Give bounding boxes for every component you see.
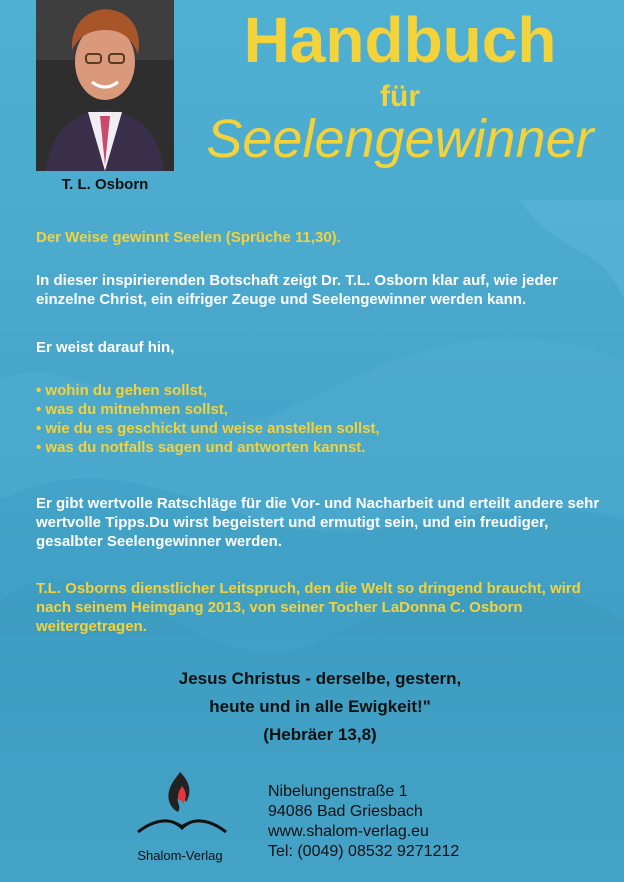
address-street: Nibelungenstraße 1 <box>268 783 408 800</box>
address-city: 94086 Bad Griesbach <box>268 803 423 820</box>
author-caption: T. L. Osborn <box>61 176 149 193</box>
description-paragraph-2: Er gibt wertvolle Ratschläge für die Vor- und Nacharbeit und erteilt andere sehr wertvolle Tipps.Du wirst begeistert und ermutigt sein, und ein freudiger, gesalbter Seelengewinner werden. <box>36 495 600 550</box>
book-subtitle: Seelengewinner <box>206 109 594 169</box>
bullet-item: • wie du es geschickt und weise anstellen sollst, <box>36 420 380 437</box>
publisher-address <box>268 782 608 862</box>
intro-verse: Der Weise gewinnt Seelen (Sprüche 11,30). <box>36 229 341 246</box>
book-title-connector: für <box>380 80 420 113</box>
description-lead-in: Er weist darauf hin, <box>36 339 175 356</box>
description-paragraph-3: T.L. Osborns dienstlicher Leitspruch, den die Welt so dringend braucht, wird nach seinem Heimgang 2013, von seiner Tocher LaDonna C. Osborn weitergetragen. <box>36 580 581 635</box>
bullet-list <box>36 381 606 457</box>
quote-reference: (Hebräer 13,8) <box>263 725 377 744</box>
publisher-website: www.shalom-verlag.eu <box>268 823 429 840</box>
flame-logo-icon <box>168 772 189 812</box>
author-photo <box>36 0 174 171</box>
bullet-item: • wohin du gehen sollst, <box>36 382 208 399</box>
bullet-item: • was du notfalls sagen und antworten kannst. <box>36 439 366 456</box>
quote-line-2: heute und in alle Ewigkeit!" <box>209 697 431 716</box>
book-title: Handbuch <box>243 4 557 76</box>
bullet-item: • was du mitnehmen sollst, <box>36 401 228 418</box>
publisher-phone: Tel: (0049) 08532 9271212 <box>268 843 460 860</box>
publisher-name: Shalom-Verlag <box>137 848 223 863</box>
description-paragraph-1: In dieser inspirierenden Botschaft zeigt Dr. T.L. Osborn klar auf, wie jeder einzelne Christ, ein eifriger Zeuge und Seelengewinner werden kann. <box>36 272 558 308</box>
publisher-logo <box>132 768 232 838</box>
quote-line-1: Jesus Christus - derselbe, gestern, <box>178 669 462 688</box>
open-book-icon <box>138 821 226 832</box>
